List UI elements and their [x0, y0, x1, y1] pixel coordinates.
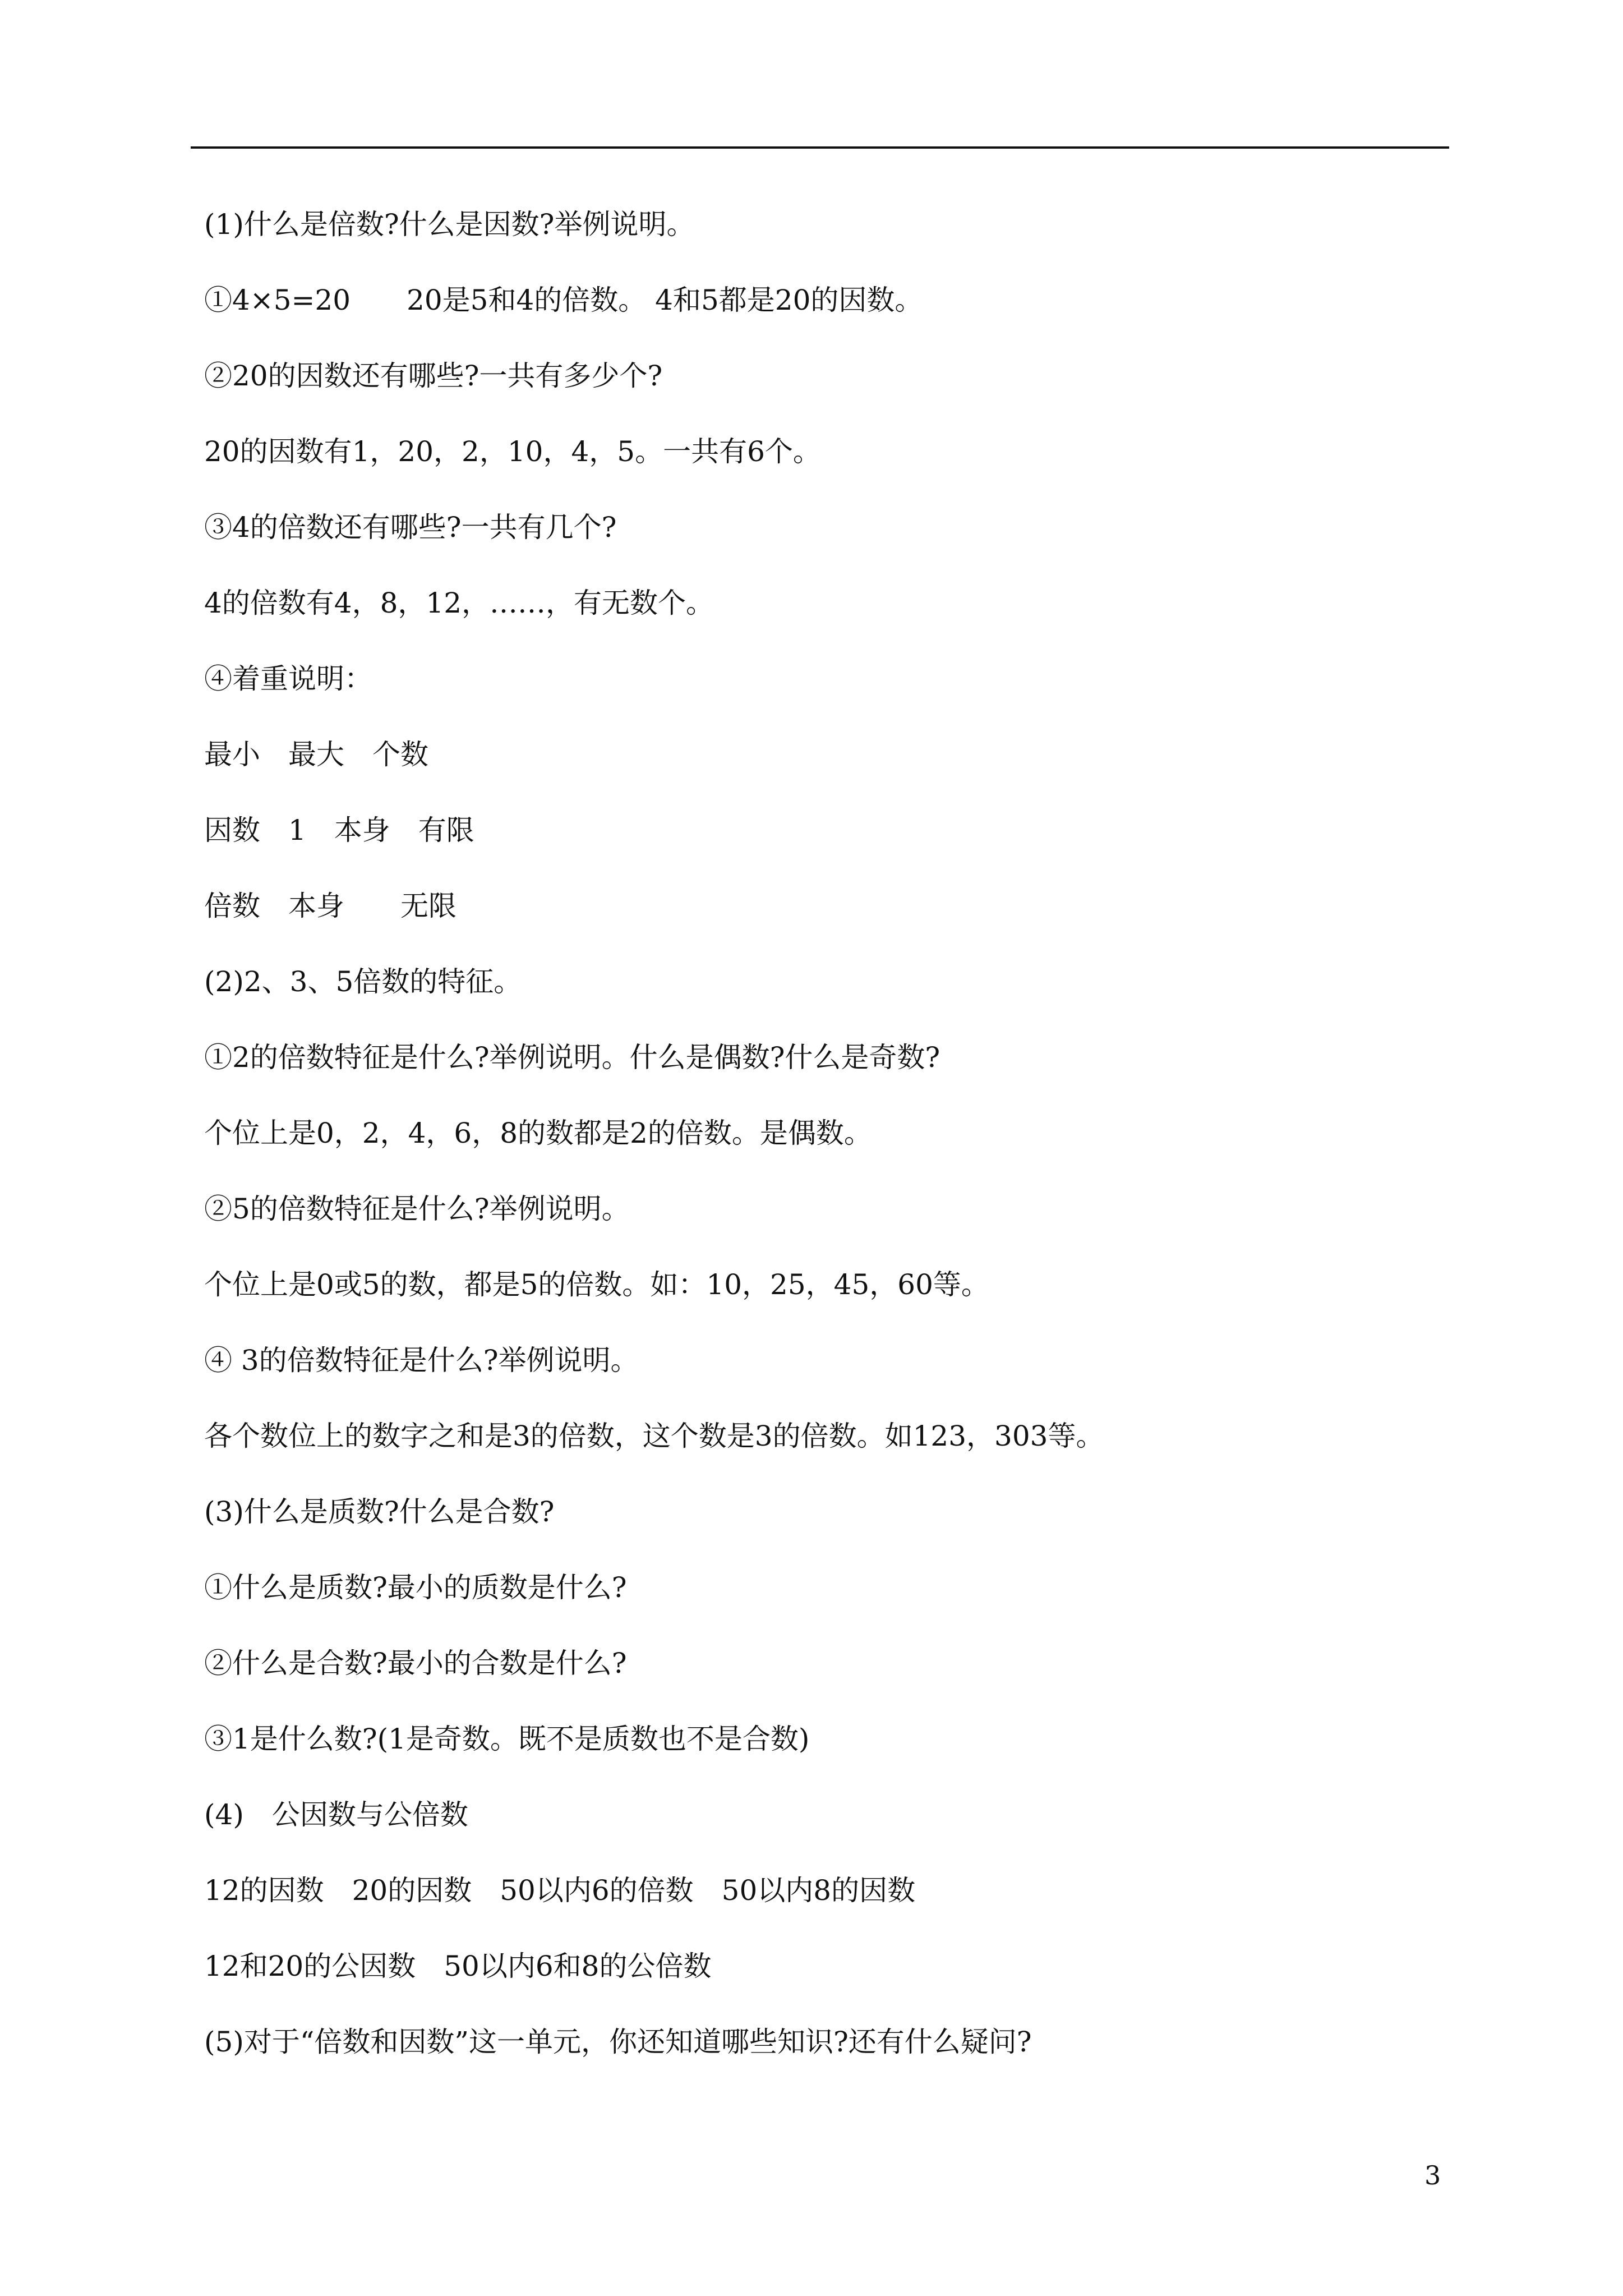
text-line-18: (3)什么是质数?什么是合数? [204, 1496, 555, 1528]
text-line-24: 12和20的公因数 50以内6和8的公倍数 [204, 1950, 712, 1982]
text-line-7: ④着重说明： [204, 662, 372, 695]
text-line-22: (4) 公因数与公倍数 [204, 1798, 468, 1831]
text-line-3: ②20的因数还有哪些?一共有多少个? [204, 360, 663, 392]
text-line-19: ①什么是质数?最小的质数是什么? [204, 1571, 627, 1604]
text-line-15: 个位上是0或5的数，都是5的倍数。如：10，25，45，60等。 [204, 1268, 989, 1301]
text-line-6: 4的倍数有4，8，12，……，有无数个。 [204, 587, 714, 619]
text-line-8: 最小 最大 个数 [204, 738, 428, 771]
text-line-21: ③1是什么数?(1是奇数。既不是质数也不是合数) [204, 1723, 810, 1755]
text-line-20: ②什么是合数?最小的合数是什么? [204, 1647, 627, 1680]
text-line-1: (1)什么是倍数?什么是因数?举例说明。 [204, 208, 695, 241]
text-line-10: 倍数 本身 无限 [204, 890, 457, 922]
text-line-5: ③4的倍数还有哪些?一共有几个? [204, 511, 617, 544]
page-number: 3 [1424, 2160, 1441, 2191]
text-line-16: ④ 3的倍数特征是什么?举例说明。 [204, 1344, 639, 1377]
text-line-11: (2)2、3、5倍数的特征。 [204, 965, 522, 998]
text-line-9: 因数 1 本身 有限 [204, 814, 474, 846]
text-line-12: ①2的倍数特征是什么?举例说明。什么是偶数?什么是奇数? [204, 1041, 940, 1074]
text-line-14: ②5的倍数特征是什么?举例说明。 [204, 1193, 630, 1225]
text-line-13: 个位上是0，2，4，6，8的数都是2的倍数。是偶数。 [204, 1117, 872, 1149]
text-line-23: 12的因数 20的因数 50以内6的倍数 50以内8的因数 [204, 1874, 916, 1907]
text-line-25: (5)对于“倍数和因数”这一单元，你还知道哪些知识?还有什么疑问? [204, 2026, 1032, 2058]
text-line-2: ①4×5=20 20是5和4的倍数。 4和5都是20的因数。 [204, 284, 923, 316]
header-rule [191, 146, 1449, 149]
text-line-17: 各个数位上的数字之和是3的倍数，这个数是3的倍数。如123，303等。 [204, 1420, 1104, 1452]
text-line-4: 20的因数有1，20，2，10，4，5。一共有6个。 [204, 435, 821, 468]
